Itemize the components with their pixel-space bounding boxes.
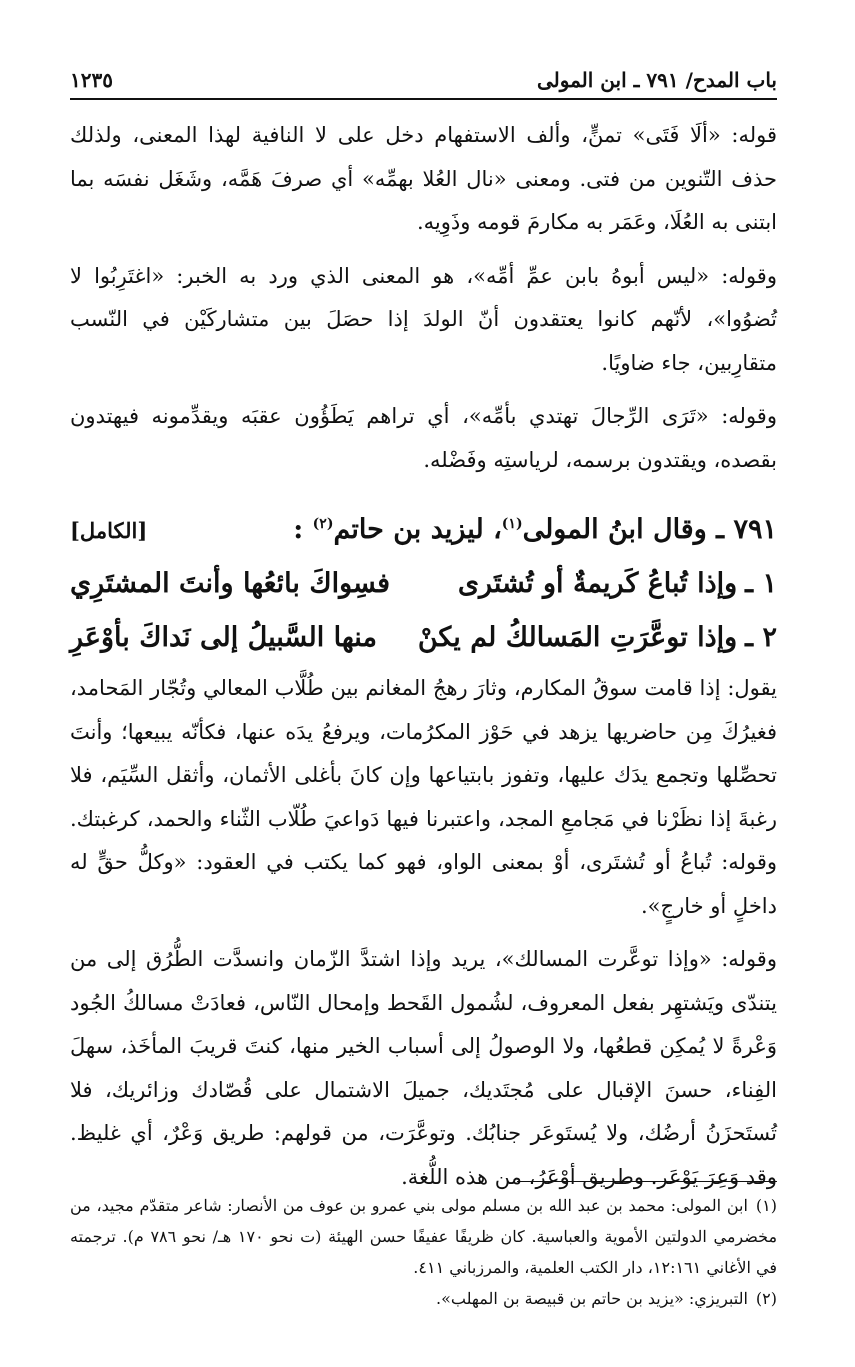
footnote-number: (٢) xyxy=(755,1289,777,1308)
header-divider xyxy=(70,98,777,100)
page-number: ١٢٣٥ xyxy=(70,68,113,92)
poem-number: ٧٩١ ـ xyxy=(716,514,777,545)
footnote-number: (١) xyxy=(755,1196,778,1215)
footnote-text: ابن المولى: محمد بن عبد الله بن مسلم مولى بني عمرو بن عوف من الأنصار: شاعر متقدّم مجيد، من مخضرمي الدولتين الأموية والعباسية. كان ظريفًا عفيفًا حسن الهيئة (ت نحو ١٧٠ هـ/ نحو ٧٨٦ م). ترجمته في الأغاني ١٢:١٦١، دار الكتب العلمية، والمرزباني ٤١١. xyxy=(70,1196,778,1277)
footnotes xyxy=(70,1190,777,1314)
verse-second-hemistich: منها السَّبيلُ إلى نَداكَ بأوْعَرِ xyxy=(70,622,377,653)
poem-colon: : xyxy=(293,514,304,545)
verse-number: ٢ ـ xyxy=(745,622,777,653)
verse-line xyxy=(70,559,777,609)
footnote-divider xyxy=(517,1181,777,1182)
main-text xyxy=(70,114,777,1209)
paragraph: وقوله: «تَرَى الرِّجالَ تهتدي بأمِّه»، أي تراهم يَطَؤُون عقبَه ويقدِّمونه فيهتدون بقصده، ويقتدون برسمه، لرياستِه وفَضْله. xyxy=(70,404,777,472)
verse-first-hemistich xyxy=(418,613,777,663)
footnote xyxy=(70,1190,777,1283)
verse-sadr-text: وإذا توعَّرَتِ المَسالكُ لم يكنْ xyxy=(417,622,738,653)
paragraph: قوله: «ألَا فَتَى» تمنٍّ، وألف الاستفهام دخل على لا النافية لهذا المعنى، ولذلك حذف التّنوين من فتى. ومعنى «نال العُلا بهمِّه» أي صرفَ هَمَّه، وشَغَل نفسَه بما ابتنى به العُلَا، وعَمَر به مكارمَ قومه وذَوِيه. xyxy=(70,123,777,234)
verse-second-hemistich: فسِواكَ بائعُها وأنتَ المشتَرِي xyxy=(70,568,391,599)
verse-sadr-text: وإذا تُباعُ كَريمةٌ أو تُشتَرى xyxy=(457,568,738,599)
verse-line xyxy=(70,613,777,663)
footnote xyxy=(70,1283,777,1314)
commentary-paragraph: وقوله: «وإذا توعَّرت المسالك»، يريد وإذا اشتدَّ الزّمان وانسدَّت الطُّرُق إلى من يتندّى ويَشتهِر بفعل المعروف، لشُمول القَحط وإمحال النّاس، فعادَتْ مسالكُ الجُود وَعْرةً لا يُمكِن قطعُها، ولا الوصولُ إلى أسباب الخير منها، كنتَ قريبَ المأخَذ، سهلَ الفِناء، حسنَ الإقبال على مُجتَديك، جميلَ الاشتمال على قُصّادك وزائريك، فلا تُستَحزَنُ أرضُك، ولا يُستَوعَر جنابُك. وتوعَّرَت، من قولهم: طريق وَعْرٌ، أي غليظ. وقد وَعِرَ يَوْعَر. وطريق أوْعَرُ، من هذه اللُّغة. xyxy=(70,947,777,1189)
poem-heading-text xyxy=(293,500,777,554)
footnote-ref-1: (١) xyxy=(501,516,523,532)
footnote-ref-2: (٢) xyxy=(312,516,334,532)
commentary-paragraph: يقول: إذا قامت سوقُ المكارم، وثارَ رهجُ المغانم بين طُلَّاب المعالي وتُجّار المَحامد، فغيرُكَ مِن حاضريها يزهد في حَوْز المكرُمات، ويرفعُ يدَه عنها، فكأنّه يبيعها؛ وأنتَ تحصِّلها وتجمع يدَك عليها، وتفوز بابتياعها وإن كانَ بأغلى الأثمان، وأثقل السِّيَم، فلا رغبةَ إذا نظَرْنا في مَجامعِ المجد، واعتبرنا فيها دَواعيَ طُلّاب الثّناء والحمد، كرغبتك. وقوله: تُباعُ أو تُشتَرى، أوْ بمعنى الواو، فهو كما يكتب في العقود: «وكلُّ حقٍّ له داخلٍ أو خارجٍ». xyxy=(70,676,777,918)
paragraph: وقوله: «ليس أبوهُ بابن عمِّ أمِّه»، هو المعنى الذي ورد به الخبر: «اغتَرِبُوا لا تُضوُوا»، لأنّهم كانوا يعتقدون أنّ الولدَ إذا حصَلَ بين متشاركَيْن في النّسب متقارِبين، جاء ضاويًا. xyxy=(70,263,777,375)
running-header xyxy=(70,60,777,100)
poem-heading xyxy=(70,500,777,555)
poem-meter: [الكامل] xyxy=(70,518,148,543)
chapter-title: باب المدح/ ٧٩١ ـ ابن المولى xyxy=(537,68,777,92)
poem-intro: وقال ابنُ المولى xyxy=(522,514,707,545)
verse-first-hemistich xyxy=(458,559,777,609)
verse-number: ١ ـ xyxy=(745,568,777,599)
poem-target: ، ليزيد بن حاتم xyxy=(333,514,502,545)
footnote-text: التبريزي: «يزيد بن حاتم بن قبيصة بن المهلب». xyxy=(436,1289,748,1308)
